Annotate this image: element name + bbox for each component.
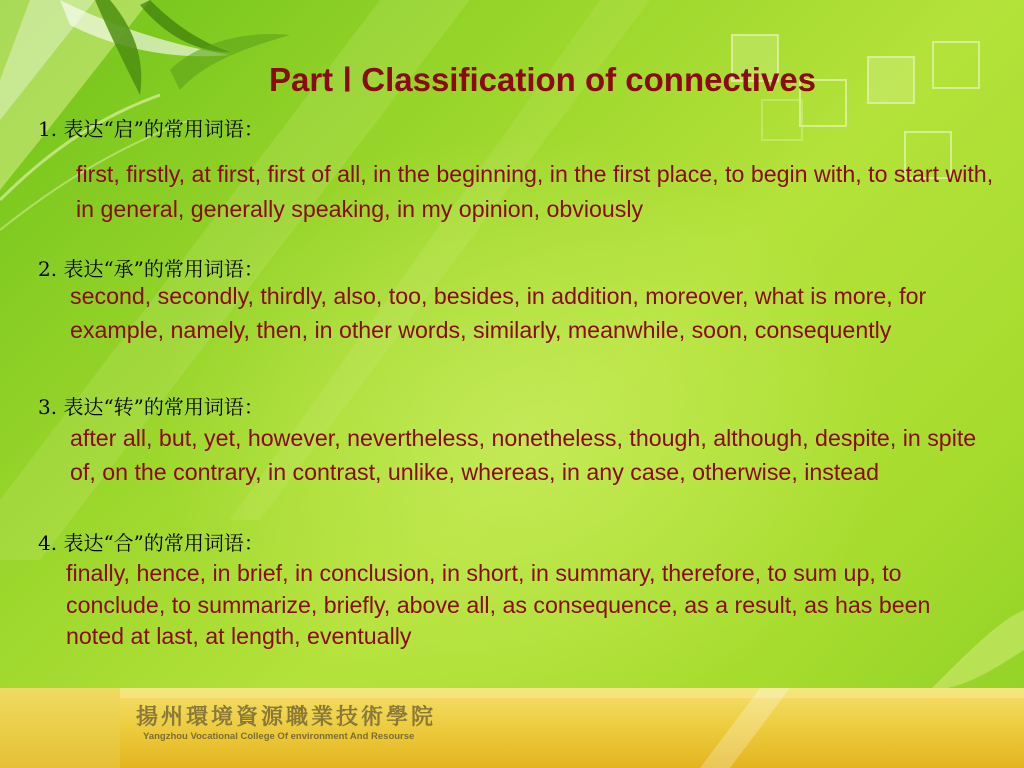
college-logo-chinese: 揚州環境資源職業技術學院 — [136, 704, 437, 730]
section-1-heading: 1. 表达“启”的常用词语： — [38, 117, 264, 141]
section-3-connectives: after all, but, yet, however, nevertheless, nonetheless, though, although, despite, in spite of, on the contrary, in contrast, unlike, whereas, in any case, otherwise, instead — [70, 425, 977, 485]
section-4-connectives: finally, hence, in brief, in conclusion, in short, in summary, therefore, to sum up, to conclude, to summarize, briefly, above all, as consequence, as a result, as has been noted at last, at length, eventually — [66, 560, 931, 649]
section-4-heading: 4. 表达“合”的常用词语： — [38, 531, 264, 555]
section-3-heading: 3. 表达“转”的常用词语： — [38, 395, 264, 419]
section-1-connectives: first, firstly, at first, first of all, in the beginning, in the first place, to begin with, to start with, in general, generally speaking, in my opinion, obviously — [76, 161, 994, 222]
slide-title: Part Ⅰ Classification of connectives — [268, 61, 817, 98]
section-2-heading: 2. 表达“承”的常用词语： — [38, 257, 264, 281]
college-logo-english: Yangzhou Vocational College Of environment And Resourse — [143, 731, 415, 742]
section-2-connectives: second, secondly, thirdly, also, too, besides, in addition, moreover, what is more, for example, namely, then, in other words, similarly, meanwhile, soon, consequently — [70, 283, 927, 343]
